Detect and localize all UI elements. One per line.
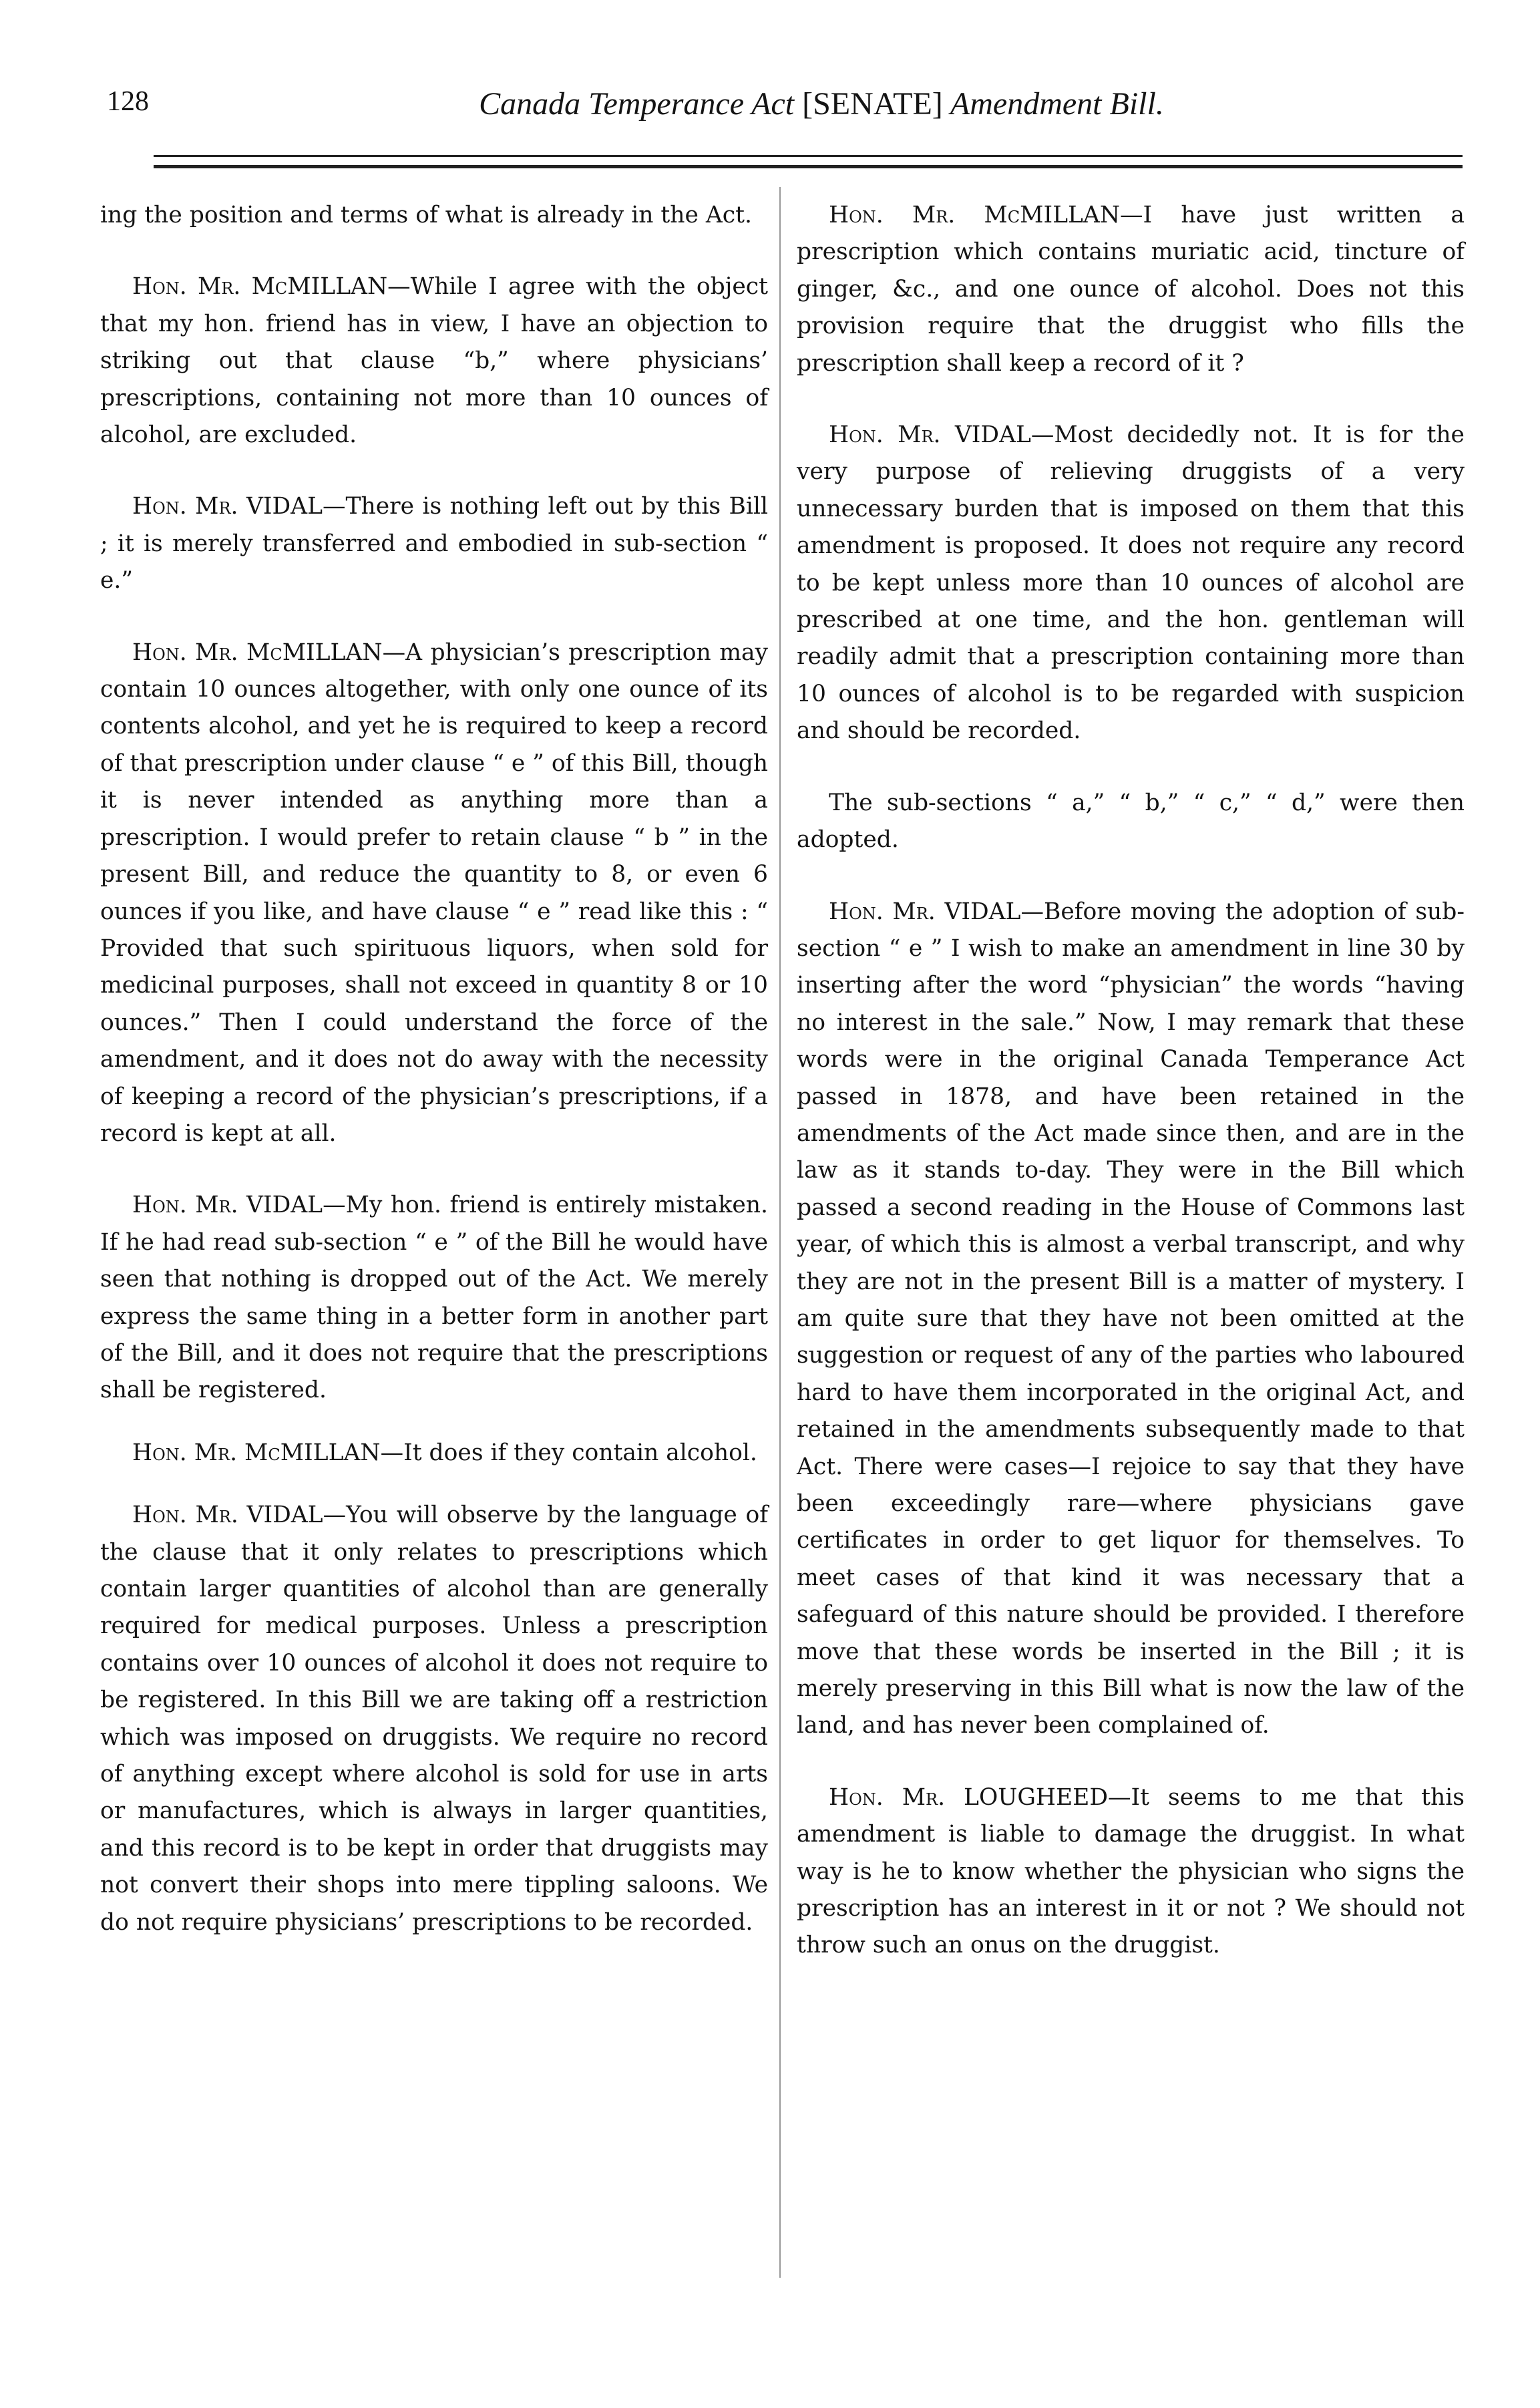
right-column (797, 197, 1465, 1999)
speaker-name: Hon. Mr. McMILLAN (132, 1439, 381, 1466)
left-column (100, 197, 768, 1976)
paragraph-text: —While I agree with the object that my hon. friend has in view, I have an objection to striking out that clause “b,” where physicians’ prescriptions, containing not more than 10 ounces of alcohol, are excluded. (100, 273, 768, 449)
paragraph-text: ing the position and terms of what is already in the Act. (100, 202, 752, 228)
paragraph (100, 635, 768, 1153)
paragraph (100, 197, 768, 234)
paragraph-text: —Before moving the adoption of sub-section “ e ” I wish to make an amendment in line 30 by inserting after the word “physician” the words “having no interest in the sale.” Now, I may remark that these words were in the original Canada Temperance Act passed in 1878, and have been retained in the amendments of the Act made since then, and are in the law as it stands to-day. They were in the Bill which passed a second reading in the House of Commons last year, of which this is almost a verbal transcript, and why they are not in the present Bill is a matter of mystery. I am quite sure that they have not been omitted at the suggestion or request of any of the parties who laboured hard to have them incorporated in the original Act, and retained in the amendments subsequently made to that Act. There were cases—I rejoice to say that they have been exceedingly rare—where physicians gave certificates in order to get liquor for themselves. To meet cases of that kind it was necessary that a safeguard of this nature should be provided. I therefore move that these words be inserted in the Bill ; it is merely preserving in this Bill what is now the law of the land, and has never been complained of. (797, 898, 1465, 1739)
paragraph (797, 785, 1465, 859)
paragraph-text: —A physician’s prescription may contain 10 ounces altogether, with only one ounce of its contents alcohol, and yet he is required to keep a record of that prescription under clause “ e ” of this Bill, though it is never intended as anything more than a prescription. I would prefer to retain clause “ b ” in the present Bill, and reduce the quantity to 8, or even 6 ounces if you like, and have clause “ e ” read like this : “ Provided that such spirituous liquors, when sold for medicinal purposes, shall not exceed in quantity 8 or 10 ounces.” Then I could understand the force of the amendment, and it does not do away with the necessity of keeping a record of the physician’s prescriptions, if a record is kept at all. (100, 639, 768, 1147)
running-header (100, 80, 1463, 140)
speaker-name: Hon. Mr. VIDAL (829, 898, 1021, 925)
paragraph (100, 488, 768, 599)
paragraph-text: —My hon. friend is entirely mistaken. If he had read sub-section “ e ” of the Bill he would have seen that nothing is dropped out of the Act. We merely express the same thing in a better form in another part of the Bill, and it does not require that the prescriptions shall be registered. (100, 1192, 768, 1404)
running-title (301, 85, 1342, 122)
paragraph-text: —There is nothing left out by this Bill ; it is merely transferred and embodied in sub-section “ e.” (100, 493, 768, 594)
page-number: 128 (107, 86, 149, 117)
paragraph (797, 894, 1465, 1745)
speaker-name: Hon. Mr. VIDAL (132, 1192, 323, 1219)
paragraph (100, 269, 768, 454)
column-divider (779, 187, 781, 2278)
paragraph-text: —It seems to me that this amendment is liable to damage the druggist. In what way is he to know whether the physician who signs the prescription has an interest in it or not ? We should not throw such an onus on the druggist. (797, 1783, 1465, 1959)
speaker-name: Hon. Mr. McMILLAN (132, 639, 383, 666)
title-left: Canada Temperance Act (479, 86, 795, 122)
speaker-name: Hon. Mr. LOUGHEED (829, 1783, 1109, 1811)
paragraph (797, 197, 1465, 382)
speaker-name: Hon. Mr. VIDAL (829, 421, 1031, 449)
paragraph (797, 417, 1465, 750)
header-rule-thick (154, 165, 1463, 168)
title-middle: [SENATE] (802, 86, 943, 122)
paragraph (100, 1497, 768, 1941)
speaker-name: Hon. Mr. VIDAL (132, 493, 323, 520)
paragraph-text: —It does if they contain alcohol. (380, 1439, 757, 1466)
paragraph-text: —I have just written a prescription which contains muriatic acid, tincture of ginger, &c., and one ounce of alcohol. Does not this provision require that the druggist who fills the prescription shall keep a record of it ? (797, 202, 1465, 377)
paragraph-text: The sub-sections “ a,” “ b,” “ c,” “ d,” were then adopted. (797, 789, 1465, 854)
header-rule-thin (154, 155, 1463, 157)
speaker-name: Hon. Mr. VIDAL (132, 1502, 323, 1529)
paragraph-text: —Most decidedly not. It is for the very purpose of relieving druggists of a very unnecessary burden that is imposed on them that this amendment is proposed. It does not require any record to be kept unless more than 10 ounces of alcohol are prescribed at one time, and the hon. gentleman will readily admit that a prescription containing more than 10 ounces of alcohol is to be regarded with suspicion and should be recorded. (797, 421, 1465, 745)
paragraph (100, 1435, 768, 1472)
paragraph (100, 1187, 768, 1409)
speaker-name: Hon. Mr. McMILLAN (132, 273, 388, 301)
title-right: Amendment Bill. (950, 86, 1164, 122)
paragraph-text: —You will observe by the language of the clause that it only relates to prescriptions which contain larger quantities of alcohol than are generally required for medical purposes. Unless a prescription contains over 10 ounces of alcohol it does not require to be registered. In this Bill we are taking off a restriction which was imposed on druggists. We require no record of anything except where alcohol is sold for use in arts or manufactures, which is always in larger quantities, and this record is to be kept in order that druggists may not convert their shops into mere tippling saloons. We do not require physicians’ prescriptions to be recorded. (100, 1502, 769, 1936)
paragraph (797, 1779, 1465, 1964)
speaker-name: Hon. Mr. McMILLAN (829, 202, 1121, 228)
